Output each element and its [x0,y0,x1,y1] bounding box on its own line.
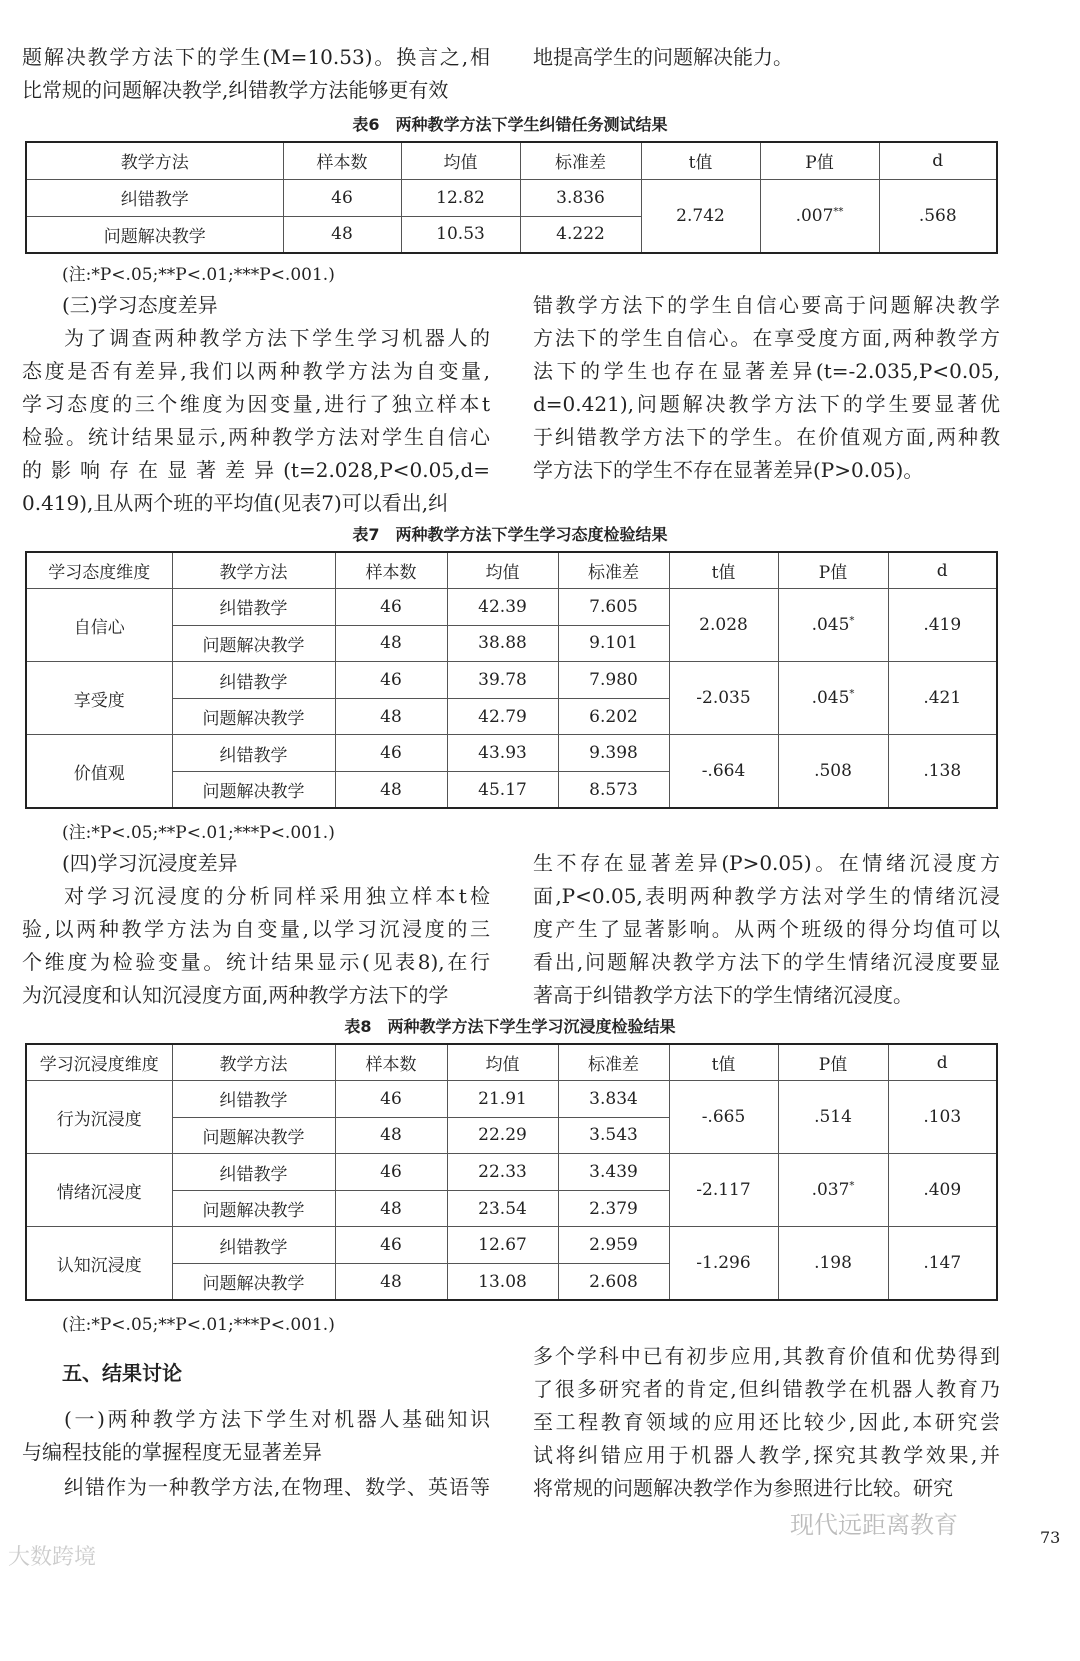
section4-heading: (四)学习沉浸度差异 [62,851,238,875]
text-line: 态度是否有差异,我们以两种教学方法为自变量, [22,359,490,383]
cell: 纠错教学 [26,179,283,216]
cell: 纠错教学 [172,1081,335,1118]
header-cell: t值 [641,142,760,179]
p-value [778,662,888,735]
text-line: 地提高学生的问题解决能力。 [533,45,793,69]
text-line: 看出,问题解决教学方法下的学生情绪沉浸度要显 [533,950,1000,974]
cell: 46 [335,1081,447,1118]
cell: 2.608 [558,1264,669,1301]
section3-heading: (三)学习态度差异 [62,293,218,317]
header-cell: 学习沉浸度维度 [26,1044,172,1081]
cell: 10.53 [401,216,520,253]
corner-watermark: 大数跨境 [8,1545,97,1570]
p-number: .045 [811,688,850,709]
t-value: -2.035 [669,662,778,735]
cell: 7.605 [558,589,669,626]
text-line: 方法下的学生自信心。在享受度方面,两种教学方 [533,326,1000,350]
header-cell: P值 [760,142,879,179]
p-number: .045 [811,615,850,636]
cell: 46 [335,1154,447,1191]
text-line: 著高于纠错教学方法下的学生情绪沉浸度。 [533,983,913,1007]
text-line: 学方法下的学生不存在显著差异(P>0.05)。 [533,458,924,482]
text-line: 为了调查两种教学方法下学生学习机器人的 [64,326,490,350]
cell: 23.54 [447,1190,558,1227]
t-value: -.665 [669,1081,778,1154]
p-number: .198 [814,1253,852,1274]
text-line: 检验。统计结果显示,两种教学方法对学生自信心 [22,425,490,449]
cell: 4.222 [520,216,641,253]
p-value [778,1081,888,1154]
section4-right [533,847,1000,1012]
t-value: 2.028 [669,589,778,662]
text-line: 多个学科中已有初步应用,其教育价值和优势得到 [533,1344,1000,1368]
cell: 3.836 [520,179,641,216]
header-cell: t值 [669,1044,778,1081]
dimension-cell: 行为沉浸度 [26,1081,172,1154]
text-line: 的影响存在显著差异(t=2.028,P<0.05,d= [22,458,490,482]
cell: 45.17 [447,772,558,809]
cell: 问题解决教学 [172,772,335,809]
cell: 9.101 [558,625,669,662]
t-value: -1.296 [669,1227,778,1300]
p-number: .007 [795,205,834,226]
cell: 问题解决教学 [172,1264,335,1301]
cell: 纠错教学 [172,1227,335,1264]
significance: ** [833,206,844,218]
section3-right [533,289,1000,487]
section5-left [22,1471,490,1504]
cell: 3.834 [558,1081,669,1118]
text-line: 验,以两种教学方法为自变量,以学习沉浸度的三 [22,917,490,941]
cell: 48 [335,625,447,662]
cell: 42.79 [447,698,558,735]
cell: 46 [283,179,401,216]
text-line: 至工程教育领域的应用还比较少,因此,本研究尝 [533,1410,1000,1434]
header-cell: 标准差 [520,142,641,179]
header-cell: 样本数 [335,552,447,589]
header-cell: d [888,552,997,589]
text-line: 错教学方法下的学生自信心要高于问题解决教学 [533,293,1000,317]
p-value [778,589,888,662]
cell: 12.82 [401,179,520,216]
cell: 问题解决教学 [26,216,283,253]
table8 [25,1043,998,1301]
header-cell: 样本数 [335,1044,447,1081]
table6 [25,141,998,254]
cell: 纠错教学 [172,1154,335,1191]
cell: 问题解决教学 [172,1117,335,1154]
cell: 48 [335,698,447,735]
header-cell: 教学方法 [26,142,283,179]
table-row [26,179,997,216]
cell: 46 [335,662,447,699]
header-cell: d [888,1044,997,1081]
dimension-cell: 享受度 [26,662,172,735]
p-value [760,179,879,253]
header-cell: t值 [669,552,778,589]
header-cell: 教学方法 [172,1044,335,1081]
cell: 8.573 [558,772,669,809]
d-value: .409 [888,1154,997,1227]
top-left-text [22,41,490,107]
header-cell: P值 [778,552,888,589]
table-row [26,735,997,772]
table8-note: (注:*P<.05;**P<.01;***P<.001.) [62,1315,335,1335]
text-line: (一)两种教学方法下学生对机器人基础知识 [64,1407,490,1431]
text-line: 于纠错教学方法下的学生。在价值观方面,两种教 [533,425,1000,449]
text-line: 对学习沉浸度的分析同样采用独立样本t检 [64,884,490,908]
text-line: 生不存在显著差异(P>0.05)。在情绪沉浸度方 [533,851,1000,875]
cell: 48 [335,1264,447,1301]
header-cell: 均值 [401,142,520,179]
section4-left [22,880,490,1012]
t-value: -.664 [669,735,778,808]
header-cell: 标准差 [558,1044,669,1081]
section5-subheading [22,1403,490,1469]
significance: * [849,615,855,627]
cell: 46 [335,1227,447,1264]
cell: 纠错教学 [172,589,335,626]
cell: 46 [335,735,447,772]
cell: 纠错教学 [172,735,335,772]
p-value [778,1154,888,1227]
section5-right [533,1340,1000,1505]
cell: 6.202 [558,698,669,735]
text-line: 与编程技能的掌握程度无显著差异 [22,1440,322,1464]
table6-note: (注:*P<.05;**P<.01;***P<.001.) [62,265,335,285]
t-value: 2.742 [641,179,760,253]
dimension-cell: 认知沉浸度 [26,1227,172,1300]
cell: 39.78 [447,662,558,699]
dimension-cell: 自信心 [26,589,172,662]
table7 [25,551,998,809]
p-number: .037 [811,1180,850,1201]
cell: 21.91 [447,1081,558,1118]
text-line: 个维度为检验变量。统计结果显示(见表8),在行 [22,950,490,974]
text-line: 面,P<0.05,表明两种教学方法对学生的情绪沉浸 [533,884,1000,908]
significance: * [849,1180,855,1192]
text-line: 为沉浸度和认知沉浸度方面,两种教学方法下的学 [22,983,449,1007]
text-line: 将常规的问题解决教学作为参照进行比较。研究 [533,1476,953,1500]
text-line: 试将纠错应用于机器人教学,探究其教学效果,并 [533,1443,1000,1467]
text-line: 纠错作为一种教学方法,在物理、数学、英语等 [64,1475,490,1499]
table-row [26,1154,997,1191]
d-value: .147 [888,1227,997,1300]
d-value: .138 [888,735,997,808]
cell: 12.67 [447,1227,558,1264]
cell: 问题解决教学 [172,698,335,735]
header-cell: 均值 [447,1044,558,1081]
d-value: .421 [888,662,997,735]
header-cell: d [879,142,997,179]
text-line: d=0.421),问题解决教学方法下的学生要显著优 [533,392,1000,416]
text-line: 学习态度的三个维度为因变量,进行了独立样本t [22,392,490,416]
table-header-row [26,552,997,589]
header-cell: 教学方法 [172,552,335,589]
p-value [778,1227,888,1300]
d-value: .103 [888,1081,997,1154]
header-cell: 标准差 [558,552,669,589]
text-line: 了很多研究者的肯定,但纠错教学在机器人教育乃 [533,1377,1000,1401]
cell: 48 [335,1190,447,1227]
d-value: .568 [879,179,997,253]
d-value: .419 [888,589,997,662]
table7-note: (注:*P<.05;**P<.01;***P<.001.) [62,823,335,843]
section3-left [22,322,490,520]
table-row [26,589,997,626]
wechat-watermark: 现代远距离教育 [790,1511,958,1539]
cell: 问题解决教学 [172,625,335,662]
header-cell: 均值 [447,552,558,589]
header-cell: 样本数 [283,142,401,179]
cell: 38.88 [447,625,558,662]
top-right-text [533,41,1000,74]
dimension-cell: 价值观 [26,735,172,808]
table8-caption: 表8 两种教学方法下学生学习沉浸度检验结果 [344,1017,676,1036]
table-header-row [26,1044,997,1081]
p-number: .514 [814,1107,852,1128]
page-number: 73 [1040,1528,1061,1547]
table-row [26,662,997,699]
cell: 3.543 [558,1117,669,1154]
text-line: 比常规的问题解决教学,纠错教学方法能够更有效 [22,78,449,102]
cell: 48 [335,1117,447,1154]
cell: 22.29 [447,1117,558,1154]
table-row [26,1227,997,1264]
cell: 42.39 [447,589,558,626]
p-number: .508 [814,761,852,782]
dimension-cell: 情绪沉浸度 [26,1154,172,1227]
cell: 43.93 [447,735,558,772]
text-line: 度产生了显著影响。从两个班级的得分均值可以 [533,917,1000,941]
t-value: -2.117 [669,1154,778,1227]
cell: 问题解决教学 [172,1190,335,1227]
cell: 7.980 [558,662,669,699]
text-line: 题解决教学方法下的学生(M=10.53)。换言之,相 [22,45,490,69]
section5-heading: 五、结果讨论 [62,1361,182,1385]
cell: 纠错教学 [172,662,335,699]
table-row [26,1081,997,1118]
cell: 2.379 [558,1190,669,1227]
text-line: 法下的学生也存在显著差异(t=-2.035,P<0.05, [533,359,1000,383]
cell: 9.398 [558,735,669,772]
significance: * [849,688,855,700]
header-cell: 学习态度维度 [26,552,172,589]
text-line: 0.419),且从两个班的平均值(见表7)可以看出,纠 [22,491,449,515]
table-header-row [26,142,997,179]
p-value [778,735,888,808]
cell: 48 [335,772,447,809]
table6-caption: 表6 两种教学方法下学生纠错任务测试结果 [352,115,668,134]
cell: 46 [335,589,447,626]
cell: 2.959 [558,1227,669,1264]
cell: 13.08 [447,1264,558,1301]
cell: 22.33 [447,1154,558,1191]
cell: 3.439 [558,1154,669,1191]
cell: 48 [283,216,401,253]
header-cell: P值 [778,1044,888,1081]
table7-caption: 表7 两种教学方法下学生学习态度检验结果 [352,525,668,544]
